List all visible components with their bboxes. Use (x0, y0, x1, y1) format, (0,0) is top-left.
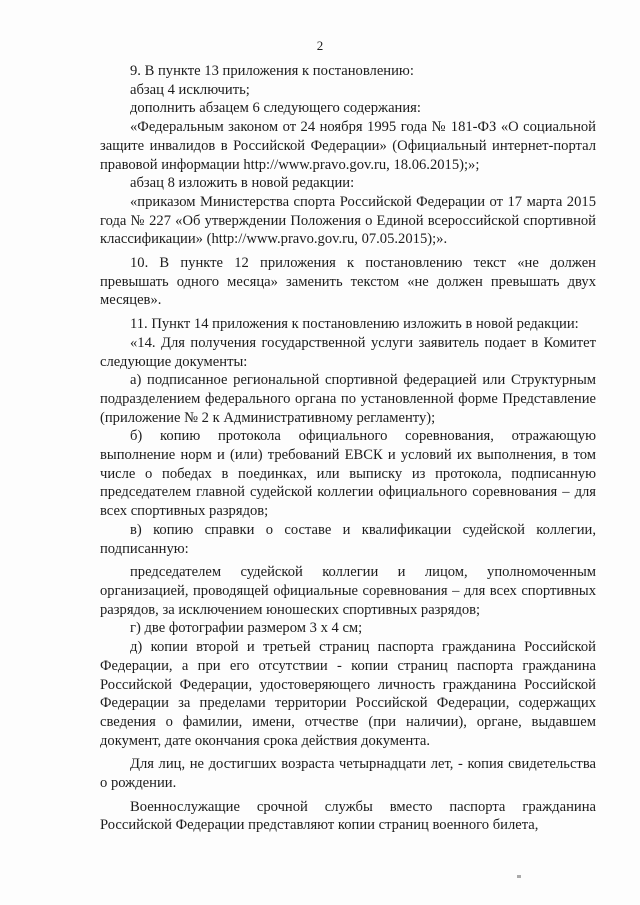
paragraph-item-11: 11. Пункт 14 приложения к постановлению изложить в новой редакции: (130, 316, 579, 333)
paragraph-abzac-8: абзац 8 изложить в новой редакции: (130, 175, 355, 192)
paragraph-minors: Для лиц, не достигших возраста четырнадцати лет, - копия свидетельства о рождении. (100, 756, 596, 792)
paragraph-item-9: 9. В пункте 13 приложения к постановлению: (130, 63, 414, 79)
paragraph-ministry-order-quote: «приказом Министерства спорта Российской Федерации от 17 марта 2015 года № 227 «Об утверждении Положения о Единой всероссийской спортивной классификации» (http://www.pravo.gov.ru, 07.05.2015);». (100, 193, 596, 248)
paragraph-clause-14: «14. Для получения государственной услуги заявитель подает в Комитет следующие документы: (100, 334, 596, 370)
paragraph-clause-d: д) копии второй и третьей страниц паспорта гражданина Российской Федерации, а при его отсутствии - копии страниц паспорта гражданина Российской Федерации, удостоверяющего личность гражданина Российской Федерации за пределами территории Российской Федерации, содержащих сведения о фамилии, имени, отчестве (при наличии), органе, выдавшем документ, дате окончания срока действия документа. (100, 639, 596, 749)
page-number: 2 (316, 38, 324, 53)
paragraph-clause-g: г) две фотографии размером 3 х 4 см; (130, 620, 363, 637)
document-body (100, 62, 596, 835)
paragraph-clause-v-detail: председателем судейской коллегии и лицом, уполномоченным организацией, проводящей официальные соревнования – для всех спортивных разрядов, за исключением юношеских спортивных разрядов; (100, 564, 596, 618)
scan-mark (517, 875, 521, 878)
paragraph-add-abzac-6: дополнить абзацем 6 следующего содержания: (130, 100, 421, 117)
paragraph-delete-abzac-4: абзац 4 исключить; (130, 81, 250, 98)
paragraph-item-10: 10. В пункте 12 приложения к постановлению текст «не должен превышать одного месяца» заменить текстом «не должен превышать двух месяцев». (100, 255, 596, 309)
paragraph-clause-v: в) копию справки о составе и квалификации судейской коллегии, подписанную: (100, 521, 596, 557)
paragraph-federal-law-quote: «Федеральным законом от 24 ноября 1995 года № 181-ФЗ «О социальной защите инвалидов в Российской Федерации» (Официальный интернет-портал правовой информации http://www.pravo.gov.ru, 18.06.2015);»; (100, 119, 596, 173)
paragraph-clause-b: б) копию протокола официального соревнования, отражающую выполнение норм и (или) требований ЕВСК и условий их выполнения, в том числе о победах в поединках, или выписку из протокола, подписанную председателем главной судейской коллегии официального соревнования – для всех спортивных разрядов; (100, 428, 596, 520)
paragraph-military: Военнослужащие срочной службы вместо паспорта гражданина Российской Федерации представляют копии страниц военного билета, (100, 798, 596, 834)
paragraph-clause-a: а) подписанное региональной спортивной федерацией или Структурным подразделением федерального органа по установленной форме Представление (приложение № 2 к Административному регламенту); (100, 372, 596, 426)
